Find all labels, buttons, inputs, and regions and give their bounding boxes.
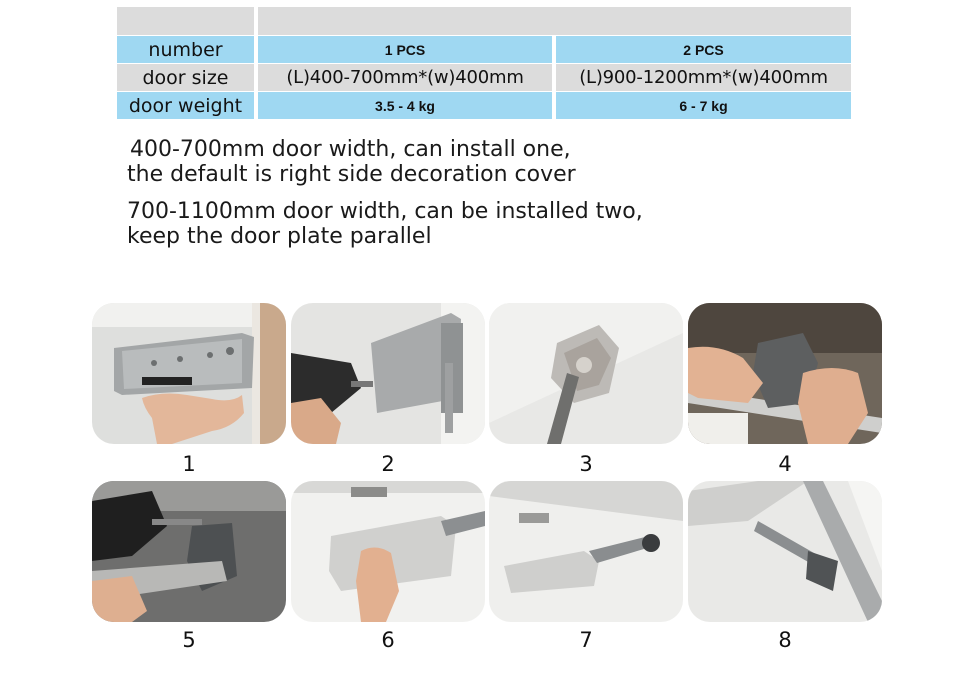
note-line: keep the door plate parallel [127,224,432,249]
header-cell-span [258,7,851,35]
step-number: 1 [182,452,196,476]
step-6-photo [291,481,485,622]
install-note-double [127,199,643,249]
step-number: 3 [579,452,593,476]
step-number: 4 [778,452,792,476]
door-size-1pcs-value: (L)400-700mm*(w)400mm [258,64,552,91]
step-2-photo [291,303,485,444]
install-note-single [127,137,576,187]
step-5-photo [92,481,286,622]
row-label-door-size: door size [117,64,254,91]
step-7-photo [489,481,683,622]
step-number: 2 [381,452,395,476]
note-line: 400-700mm door width, can install one, [130,137,571,162]
row-label-number: number [117,36,254,63]
note-line: the default is right side decoration cover [127,162,576,187]
table-row-number [117,36,851,63]
step-number: 6 [381,628,395,652]
door-size-2pcs-value: (L)900-1200mm*(w)400mm [556,64,851,91]
step-1-photo [92,303,286,444]
step-3-photo [489,303,683,444]
note-line: 700-1100mm door width, can be installed two, [127,199,643,224]
spec-table [117,7,851,120]
number-1pcs-value: 1 PCS [258,36,552,63]
header-cell-blank [117,7,254,35]
table-row-door-weight [117,92,851,119]
door-weight-1pcs-value: 3.5 - 4 kg [258,92,552,119]
number-2pcs-value: 2 PCS [556,36,851,63]
table-header-row [117,7,851,35]
row-label-door-weight: door weight [117,92,254,119]
step-number: 5 [182,628,196,652]
door-weight-2pcs-value: 6 - 7 kg [556,92,851,119]
step-number: 8 [778,628,792,652]
table-row-door-size [117,64,851,91]
step-4-photo [688,303,882,444]
step-number: 7 [579,628,593,652]
step-8-photo [688,481,882,622]
